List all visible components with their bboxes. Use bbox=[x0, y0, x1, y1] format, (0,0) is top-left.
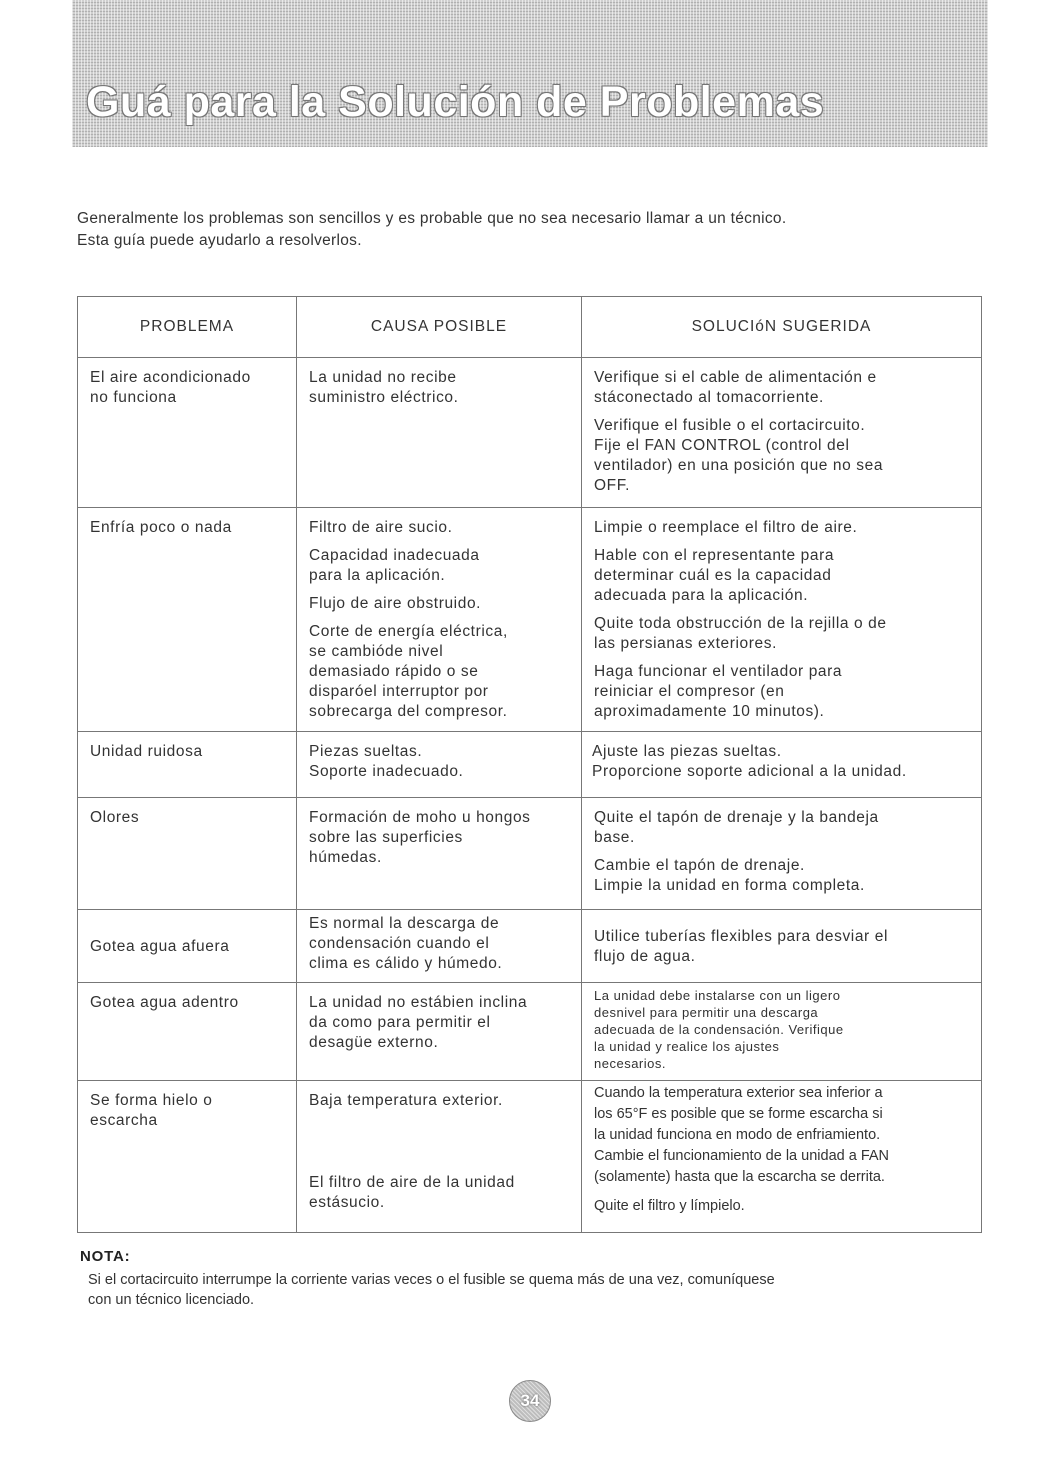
problem-cell bbox=[78, 508, 297, 732]
problem-cell bbox=[78, 732, 297, 798]
cause-cell bbox=[297, 910, 582, 983]
problem-line: El aire acondicionado bbox=[90, 369, 251, 386]
solution-line: la unidad y realice los ajustes bbox=[594, 1039, 780, 1054]
solution-line: Limpie la unidad en forma completa. bbox=[594, 877, 865, 894]
solution-line: stáconectado al tomacorriente. bbox=[594, 389, 824, 406]
solution-line: Cambie el funcionamiento de la unidad a FAN bbox=[594, 1148, 890, 1164]
solution-line: OFF. bbox=[594, 477, 630, 494]
solution-line: Quite el tapón de drenaje y la bandeja bbox=[594, 809, 879, 826]
note-line: con un técnico licenciado. bbox=[88, 1292, 255, 1308]
solution-line: adecuada para la aplicación. bbox=[594, 587, 809, 604]
cause-line: sobrecarga del compresor. bbox=[309, 703, 508, 720]
note-label: NOTA: bbox=[80, 1248, 131, 1265]
cause-cell bbox=[297, 358, 582, 508]
solution-line: la unidad funciona en modo de enfriamiento. bbox=[594, 1127, 881, 1143]
solution-line: Proporcione soporte adicional a la unidad. bbox=[592, 763, 907, 780]
solution-line: desnivel para permitir una descarga bbox=[594, 1005, 819, 1020]
cause-cell bbox=[297, 983, 582, 1081]
cause-line: condensación cuando el bbox=[309, 935, 490, 952]
solution-line: base. bbox=[594, 829, 635, 846]
solution-cell bbox=[582, 798, 982, 910]
header-problem: PROBLEMA bbox=[78, 297, 297, 358]
note-text bbox=[88, 1270, 968, 1310]
problem-line: Se forma hielo o bbox=[90, 1092, 213, 1109]
problem-line: no funciona bbox=[90, 389, 177, 406]
solution-line: aproximadamente 10 minutos). bbox=[594, 703, 825, 720]
solution-line: adecuada de la condensación. Verifique bbox=[594, 1022, 844, 1037]
table-row bbox=[78, 798, 982, 910]
problem-line: Enfría poco o nada bbox=[90, 519, 232, 536]
solution-cell bbox=[582, 732, 982, 798]
solution-line: Haga funcionar el ventilador para bbox=[594, 663, 843, 680]
table-row bbox=[78, 983, 982, 1081]
table-header-row bbox=[78, 297, 982, 358]
solution-line: Quite el filtro y límpielo. bbox=[594, 1198, 745, 1214]
header-banner bbox=[72, 0, 988, 147]
problem-line: escarcha bbox=[90, 1112, 158, 1129]
problem-cell bbox=[78, 798, 297, 910]
solution-line: Verifique si el cable de alimentación e bbox=[594, 369, 877, 386]
solution-line: La unidad debe instalarse con un ligero bbox=[594, 988, 841, 1003]
note-line: Si el cortacircuito interrumpe la corriente varias veces o el fusible se quema más de una vez, comuníquese bbox=[88, 1272, 775, 1288]
troubleshooting-table bbox=[77, 296, 982, 1233]
page-title: Guá para la Solución de Problemas bbox=[86, 78, 825, 126]
solution-cell bbox=[582, 358, 982, 508]
cause-line: sobre las superficies bbox=[309, 829, 463, 846]
cause-line: Corte de energía eléctrica, bbox=[309, 623, 508, 640]
cause-line: Soporte inadecuado. bbox=[309, 763, 464, 780]
intro-line: Esta guía puede ayudarlo a resolverlos. bbox=[77, 232, 362, 249]
solution-line: Verifique el fusible o el cortacircuito. bbox=[594, 417, 866, 434]
solution-cell bbox=[582, 910, 982, 983]
solution-line: Quite toda obstrucción de la rejilla o de bbox=[594, 615, 887, 632]
solution-line: Limpie o reemplace el filtro de aire. bbox=[594, 519, 858, 536]
cause-cell bbox=[297, 508, 582, 732]
cause-line: suministro eléctrico. bbox=[309, 389, 459, 406]
page-number-badge: 34 bbox=[509, 1380, 551, 1422]
table-row bbox=[78, 910, 982, 983]
cause-line: se cambióde nivel bbox=[309, 643, 444, 660]
problem-cell bbox=[78, 983, 297, 1081]
table-row bbox=[78, 1081, 982, 1233]
problem-line: Unidad ruidosa bbox=[90, 743, 203, 760]
problem-line: Gotea agua adentro bbox=[90, 994, 239, 1011]
solution-line: Cambie el tapón de drenaje. bbox=[594, 857, 805, 874]
cause-line: da como para permitir el bbox=[309, 1014, 491, 1031]
problem-line: Gotea agua afuera bbox=[90, 938, 230, 955]
cause-line: El filtro de aire de la unidad bbox=[309, 1174, 515, 1191]
cause-cell bbox=[297, 798, 582, 910]
header-solution: SOLUCIóN SUGERIDA bbox=[582, 297, 982, 358]
solution-line: Ajuste las piezas sueltas. bbox=[592, 743, 782, 760]
solution-cell bbox=[582, 508, 982, 732]
cause-line: La unidad no estábien inclina bbox=[309, 994, 528, 1011]
problem-cell bbox=[78, 1081, 297, 1233]
cause-cell bbox=[297, 1081, 582, 1233]
cause-line: Baja temperatura exterior. bbox=[309, 1092, 503, 1109]
cause-line: Piezas sueltas. bbox=[309, 743, 423, 760]
solution-line: Utilice tuberías flexibles para desviar el bbox=[594, 928, 888, 945]
cause-cell bbox=[297, 732, 582, 798]
cause-line: desagüe externo. bbox=[309, 1034, 439, 1051]
cause-line: Filtro de aire sucio. bbox=[309, 519, 453, 536]
solution-cell bbox=[582, 983, 982, 1081]
cause-line: para la aplicación. bbox=[309, 567, 446, 584]
table-row bbox=[78, 508, 982, 732]
solution-line: reiniciar el compresor (en bbox=[594, 683, 785, 700]
cause-line: disparóel interruptor por bbox=[309, 683, 489, 700]
solution-line: los 65°F es posible que se forme escarcha si bbox=[594, 1106, 883, 1122]
cause-line: estásucio. bbox=[309, 1194, 385, 1211]
solution-line: flujo de agua. bbox=[594, 948, 696, 965]
solution-line: las persianas exteriores. bbox=[594, 635, 777, 652]
solution-line: determinar cuál es la capacidad bbox=[594, 567, 832, 584]
table-row bbox=[78, 732, 982, 798]
cause-line: clima es cálido y húmedo. bbox=[309, 955, 503, 972]
intro-text bbox=[77, 208, 977, 252]
solution-line: Cuando la temperatura exterior sea inferior a bbox=[594, 1085, 883, 1101]
cause-line: La unidad no recibe bbox=[309, 369, 457, 386]
solution-line: ventilador) en una posición que no sea bbox=[594, 457, 884, 474]
problem-cell bbox=[78, 358, 297, 508]
problem-cell bbox=[78, 910, 297, 983]
cause-line: Formación de moho u hongos bbox=[309, 809, 531, 826]
table-row bbox=[78, 358, 982, 508]
cause-line: Capacidad inadecuada bbox=[309, 547, 480, 564]
cause-line: Es normal la descarga de bbox=[309, 915, 500, 932]
header-cause: CAUSA POSIBLE bbox=[297, 297, 582, 358]
cause-line: húmedas. bbox=[309, 849, 382, 866]
solution-line: Fije el FAN CONTROL (control del bbox=[594, 437, 850, 454]
solution-line: Hable con el representante para bbox=[594, 547, 835, 564]
intro-line: Generalmente los problemas son sencillos y es probable que no sea necesario llamar a un técnico. bbox=[77, 210, 787, 227]
cause-line: Flujo de aire obstruido. bbox=[309, 595, 482, 612]
problem-line: Olores bbox=[90, 809, 140, 826]
solution-cell bbox=[582, 1081, 982, 1233]
cause-line: demasiado rápido o se bbox=[309, 663, 479, 680]
solution-line: necesarios. bbox=[594, 1056, 666, 1071]
solution-line: (solamente) hasta que la escarcha se derrita. bbox=[594, 1169, 885, 1185]
